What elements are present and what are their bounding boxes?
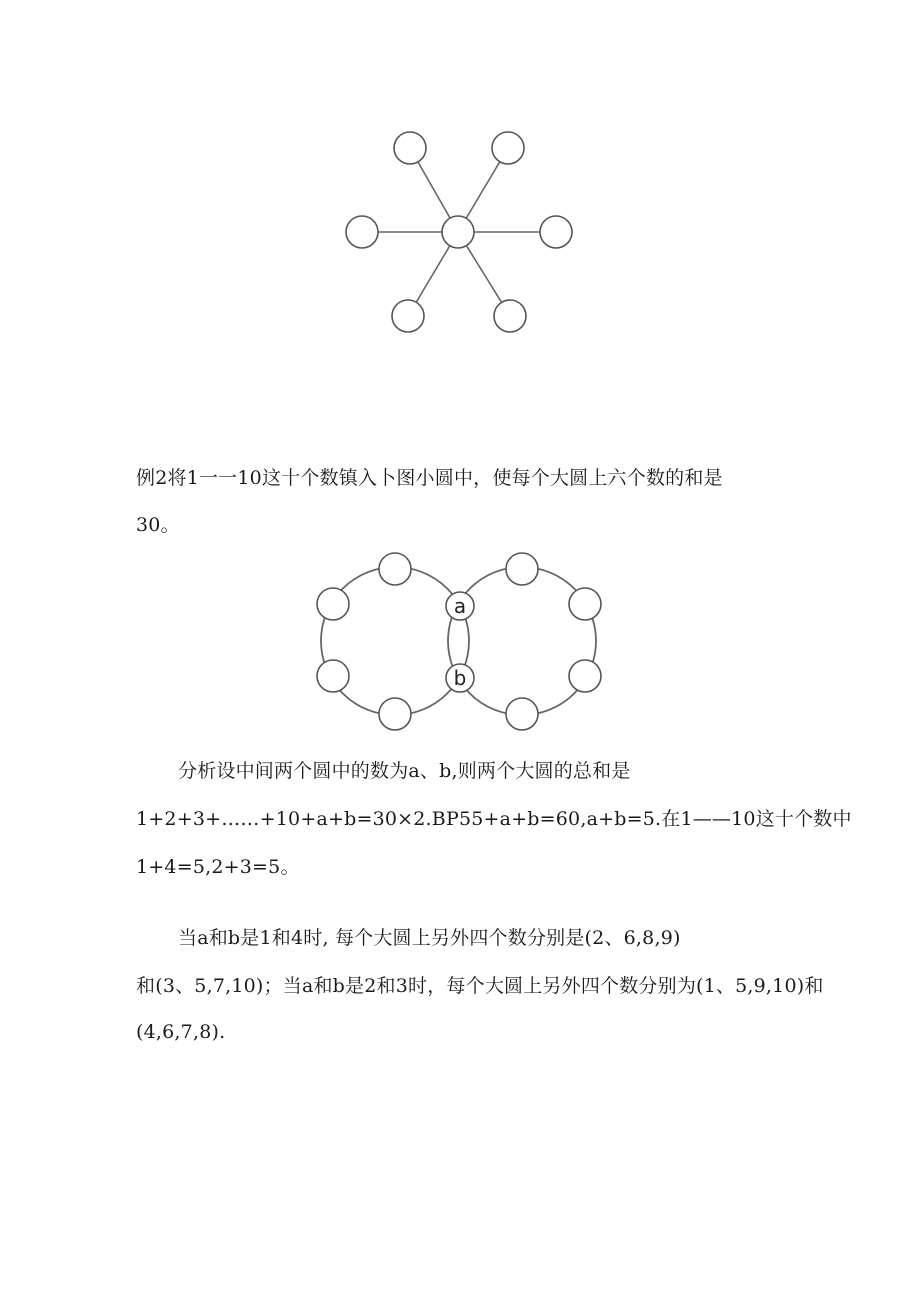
two-circles-diagram	[310, 548, 610, 738]
circle-right-lower	[569, 660, 601, 692]
circle-right	[540, 216, 572, 248]
star-diagram	[330, 115, 590, 345]
example-2-line-2: 30。	[136, 514, 180, 536]
circle-left-lower	[317, 660, 349, 692]
example-2-line-1: 例2将1一一10这十个数镇入卜图小圆中，使每个大圆上六个数的和是	[136, 467, 723, 489]
circle-left	[346, 216, 378, 248]
circle-top-right	[492, 132, 524, 164]
circle-bottom-left	[392, 300, 424, 332]
solution-line-1: 当a和b是1和4时, 每个大圆上另外四个数分别是(2、6,8,9)	[178, 927, 681, 949]
solution-line-2: 和(3、5,7,10)；当a和b是2和3时，每个大圆上另外四个数分别为(1、5,9,10)和	[136, 975, 824, 997]
circle-left-top	[379, 553, 411, 585]
big-circle-right	[448, 567, 596, 715]
big-circle-left	[321, 567, 469, 715]
circle-center	[442, 216, 474, 248]
solution-line-3: (4,6,7,8).	[136, 1021, 226, 1043]
circle-top-left	[394, 132, 426, 164]
circle-left-upper	[317, 588, 349, 620]
analysis-line-1: 分析设中间两个圆中的数为a、b,则两个大圆的总和是	[178, 760, 631, 782]
analysis-line-2: 1+2+3+……+10+a+b=30×2.BP55+a+b=60,a+b=5.在1——10这十个数中	[136, 808, 852, 830]
circle-right-top	[506, 553, 538, 585]
circle-left-bottom	[379, 698, 411, 730]
label-a: a	[453, 594, 467, 618]
circle-bottom-right	[494, 300, 526, 332]
circle-right-bottom	[506, 698, 538, 730]
label-b: b	[453, 666, 467, 690]
circle-right-upper	[569, 588, 601, 620]
analysis-line-3: 1+4=5,2+3=5。	[136, 856, 300, 878]
